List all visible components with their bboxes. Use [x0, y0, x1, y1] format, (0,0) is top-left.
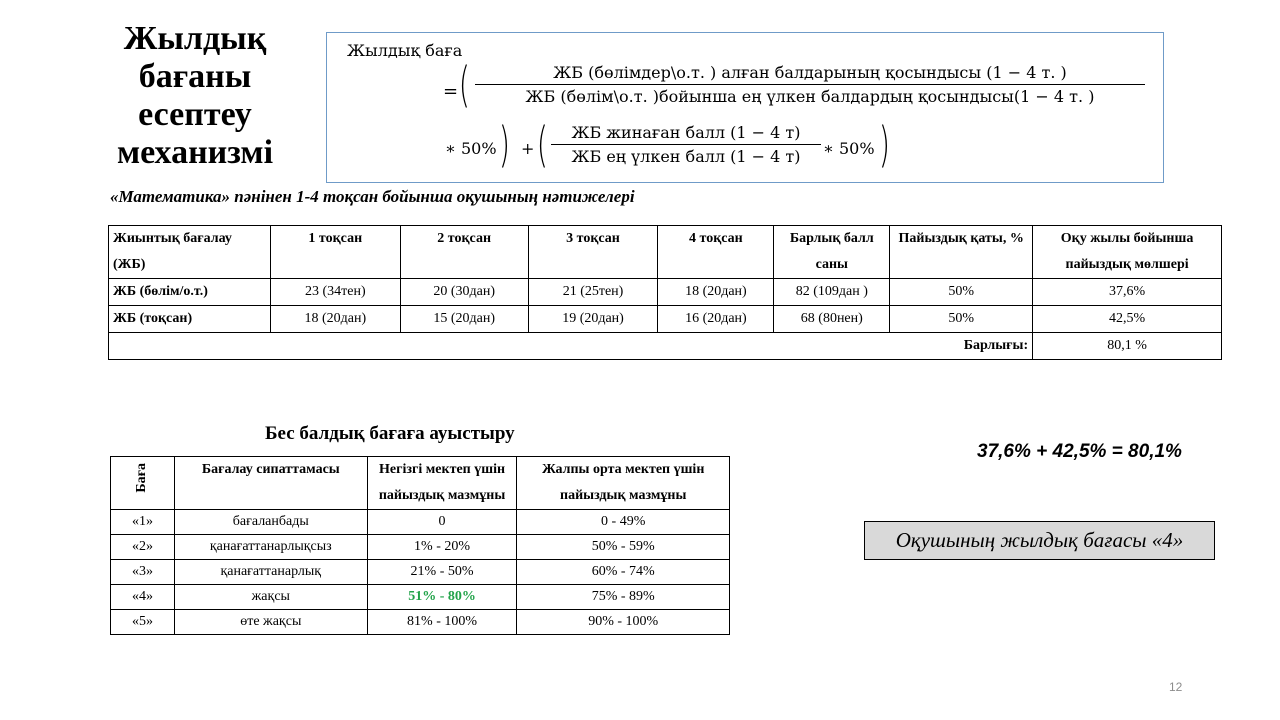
formula-fraction-1: [475, 63, 1145, 106]
conversion-table: [110, 456, 730, 635]
conversion-title: Бес балдық бағаға ауыстыру: [265, 423, 515, 444]
results-total-row: [109, 333, 1222, 360]
formula-equals: =: [443, 81, 459, 102]
conversion-basic-range: 0: [367, 510, 517, 535]
results-header-cell: Барлық балл саны: [774, 226, 890, 279]
conversion-description: қанағаттанарлық: [174, 560, 367, 585]
conversion-header-cell: Негізгі мектеп үшін пайыздық мазмұны: [367, 457, 517, 510]
conversion-description: бағаланбады: [174, 510, 367, 535]
results-cell: 50%: [890, 279, 1033, 306]
results-cell: 18 (20дан): [270, 306, 400, 333]
results-subtitle: «Математика» пәнінен 1-4 тоқсан бойынша оқушының нәтижелері: [110, 187, 635, 206]
conversion-header-cell: Жалпы орта мектеп үшін пайыздық мазмұны: [517, 457, 730, 510]
results-table: [108, 225, 1222, 360]
conversion-basic-range: 81% - 100%: [367, 610, 517, 635]
table-row: [111, 510, 730, 535]
formula-paren-close-2: ): [878, 117, 890, 173]
results-header-cell: Жиынтық бағалау (ЖБ): [109, 226, 271, 279]
formula-multiplier-2: ∗ 50%: [823, 139, 875, 158]
grade-result-box: Оқушының жылдық бағасы «4»: [864, 521, 1215, 560]
formula-multiplier-1: ∗ 50%: [445, 139, 497, 158]
formula-fraction-1-numerator: ЖБ (бөлімдер\о.т. ) алған балдарының қосындысы (1 − 4 т. ): [553, 63, 1067, 82]
results-cell: 50%: [890, 306, 1033, 333]
conversion-grade: «4»: [111, 585, 175, 610]
grade-header: Баға: [134, 463, 150, 493]
conversion-basic-range: 1% - 20%: [367, 535, 517, 560]
table-row: [109, 306, 1222, 333]
conversion-header-cell: [111, 457, 175, 510]
results-total-label: Барлығы:: [109, 333, 1033, 360]
sum-formula: 37,6% + 42,5% = 80,1%: [977, 441, 1182, 462]
formula-fraction-2-denominator: ЖБ ең үлкен балл (1 − 4 т): [571, 147, 801, 166]
results-header-row: [109, 226, 1222, 279]
formula-paren-close-1: ): [498, 117, 510, 173]
results-header-cell: Оқу жылы бойынша пайыздық мөлшері: [1033, 226, 1222, 279]
results-header-cell: Пайыздық қаты, %: [890, 226, 1033, 279]
conversion-grade: «1»: [111, 510, 175, 535]
conversion-description: қанағаттанарлықсыз: [174, 535, 367, 560]
conversion-general-range: 75% - 89%: [517, 585, 730, 610]
results-cell: 37,6%: [1033, 279, 1222, 306]
conversion-grade: «2»: [111, 535, 175, 560]
results-cell: 16 (20дан): [658, 306, 774, 333]
results-cell: 21 (25тен): [528, 279, 658, 306]
conversion-grade: «5»: [111, 610, 175, 635]
results-cell: 82 (109дан ): [774, 279, 890, 306]
results-header-cell: 1 тоқсан: [270, 226, 400, 279]
formula-paren-open-1: (: [458, 57, 470, 113]
formula-fraction-2: [551, 123, 821, 166]
conversion-basic-range-highlight: 51% - 80%: [367, 585, 517, 610]
formula-box: [326, 32, 1164, 183]
conversion-header-cell: Бағалау сипаттамасы: [174, 457, 367, 510]
results-cell: 68 (80нен): [774, 306, 890, 333]
results-header-cell: 2 тоқсан: [400, 226, 528, 279]
table-row: [111, 610, 730, 635]
table-row: [111, 535, 730, 560]
results-cell: 18 (20дан): [658, 279, 774, 306]
formula-fraction-2-numerator: ЖБ жинаған балл (1 − 4 т): [571, 123, 801, 142]
conversion-general-range: 0 - 49%: [517, 510, 730, 535]
page-title: Жылдық бағаны есептеу механизмі: [116, 20, 274, 171]
conversion-basic-range: 21% - 50%: [367, 560, 517, 585]
results-row-label: ЖБ (тоқсан): [109, 306, 271, 333]
table-row: [111, 560, 730, 585]
conversion-general-range: 60% - 74%: [517, 560, 730, 585]
results-header-cell: 4 тоқсан: [658, 226, 774, 279]
table-row: [111, 585, 730, 610]
results-cell: 19 (20дан): [528, 306, 658, 333]
formula-paren-open-2: (: [536, 117, 548, 173]
page-number: 12: [1169, 680, 1183, 694]
conversion-general-range: 50% - 59%: [517, 535, 730, 560]
results-cell: 20 (30дан): [400, 279, 528, 306]
conversion-grade: «3»: [111, 560, 175, 585]
conversion-header-row: [111, 457, 730, 510]
formula-label: Жылдық баға: [347, 41, 463, 60]
conversion-description: өте жақсы: [174, 610, 367, 635]
formula-fraction-1-denominator: ЖБ (бөлім\о.т. )бойынша ең үлкен балдардың қосындысы(1 − 4 т. ): [525, 87, 1095, 106]
results-row-label: ЖБ (бөлім/о.т.): [109, 279, 271, 306]
results-cell: 15 (20дан): [400, 306, 528, 333]
results-header-cell: 3 тоқсан: [528, 226, 658, 279]
results-cell: 23 (34тен): [270, 279, 400, 306]
formula-plus: +: [521, 139, 535, 158]
results-total-value: 80,1 %: [1033, 333, 1222, 360]
conversion-general-range: 90% - 100%: [517, 610, 730, 635]
table-row: [109, 279, 1222, 306]
results-cell: 42,5%: [1033, 306, 1222, 333]
conversion-description: жақсы: [174, 585, 367, 610]
